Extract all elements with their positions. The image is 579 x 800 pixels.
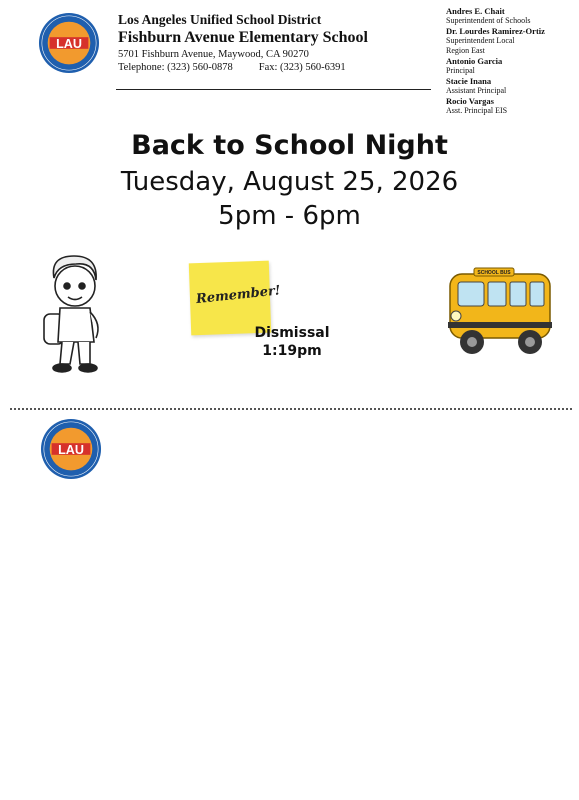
bus-sign: SCHOOL BUS (477, 270, 511, 276)
remember-text: Remember! (195, 283, 282, 308)
header-rule (116, 89, 431, 90)
event-title: Back to School Night (131, 130, 448, 161)
logo-letters: LAU (58, 442, 84, 457)
staff-title: Superintendent of Schools (446, 16, 531, 25)
school-name: Fishburn Avenue Elementary School (118, 29, 368, 46)
school-bus-illustration (444, 264, 556, 364)
fax: Fax: (323) 560-6391 (258, 62, 346, 73)
staff-name: Stacie Inana (446, 76, 492, 86)
lausd-logo (38, 12, 100, 74)
dismissal-label: Dismissal (254, 325, 330, 341)
staff-name: Rocio Vargas (446, 96, 494, 106)
district-name: Los Angeles Unified School District (118, 12, 322, 27)
event-time: 5pm - 6pm (218, 201, 361, 231)
lausd-logo (40, 418, 102, 480)
logo-letters: LAU (56, 36, 82, 51)
event-date: Tuesday, August 25, 2026 (120, 167, 459, 197)
dismissal-time: 1:19pm (262, 343, 322, 359)
staff-list (446, 6, 576, 116)
school-address: 5701 Fishburn Avenue, Maywood, CA 90270 (118, 49, 309, 60)
staff-title: Superintendent Local (446, 36, 515, 45)
school-header (118, 12, 438, 74)
student-illustration (36, 250, 116, 380)
dismissal-info (246, 324, 338, 360)
staff-title: Assistant Principal (446, 86, 507, 95)
staff-title: Asst. Principal EIS (446, 106, 508, 115)
staff-name: Andres E. Chait (446, 6, 505, 16)
staff-name: Dr. Lourdes Ramirez-Ortiz (446, 26, 545, 36)
telephone: Telephone: (323) 560-0878 (118, 62, 233, 73)
spanish-section (0, 410, 579, 800)
staff-title: Principal (446, 66, 475, 75)
staff-name: Antonio Garcia (446, 56, 503, 66)
staff-title: Region East (446, 46, 485, 55)
